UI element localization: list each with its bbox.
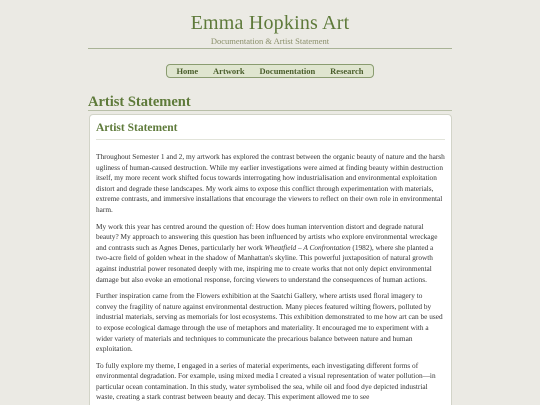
page-title: Artist Statement xyxy=(88,94,191,110)
nav-home-link[interactable]: Home xyxy=(176,66,199,76)
paragraph-text: (1982), where she planted a two-acre field of golden wheat in the shadow of Manhattan's skyline. This powerful juxtaposition of natural growth against industrial power resonated deeply with me, inspiring me to create works that not only depict environmental damage but also evoke an emotional response, forcing viewers to understand the consequences of human actions. xyxy=(96,242,434,284)
artwork-title: Wheatfield – A Confrontation xyxy=(264,242,351,252)
header-divider xyxy=(88,48,452,49)
site-title[interactable]: Emma Hopkins Art xyxy=(190,12,350,34)
card-title: Artist Statement xyxy=(96,121,445,140)
statement-paragraph: Throughout Semester 1 and 2, my artwork has explored the contrast between the organic beauty of nature and the harsh ugliness of human-caused destruction. While my earlier investigations were aimed at finding beauty within destruction itself, my more recent work shifted focus towards interrogating how industrialisation and environmental exploitation distort and degrade these landscapes. My work aims to expose this conflict through experimentation with materials, extreme contrasts, and immersive installations that encourage the viewers to reflect on their own role in environmental harm. xyxy=(96,152,445,214)
site-subtitle: Documentation & Artist Statement xyxy=(210,36,330,46)
site-header xyxy=(0,0,540,46)
nav-research-link[interactable]: Research xyxy=(330,66,364,76)
paragraph-text: My work this year has centred around the question of: How does human intervention distort and degrade natural beauty? My approach to answering this question has been influenced by artists who explore environmental wreckage and contrasts such as Agnes Denes, particularly her work xyxy=(96,221,438,252)
statement-paragraph: Further inspiration came from the Flowers exhibition at the Saatchi Gallery, where artists used floral imagery to convey the fragility of nature against environmental destruction. Many pieces featured wilting flowers, polluted by industrial materials, serving as memorials for lost ecosystems. This exhibition demonstrated to me how art can be used to expose ecological damage through the use of metaphors and materiality. It encouraged me to experiment with a wider variety of materials and techniques to communicate the precarious balance between nature and human exploitation. xyxy=(96,291,443,354)
statement-content xyxy=(96,152,445,403)
statement-paragraph xyxy=(96,222,445,286)
heading-divider xyxy=(88,110,452,111)
statement-paragraph: To fully explore my theme, I engaged in a series of material experiments, each investigating different forms of environmental degradation. For example, using mixed media I created a visual representation of water pollution—in particular ocean contamination. In this study, water symbolised the sea, while oil and food dye depicted industrial waste, creating a stark contrast between beauty and decay. This experiment allowed me to see xyxy=(96,360,436,402)
artist-statement-card xyxy=(89,114,452,405)
main-nav xyxy=(166,64,374,78)
nav-artwork-link[interactable]: Artwork xyxy=(213,66,245,76)
nav-documentation-link[interactable]: Documentation xyxy=(259,66,316,76)
